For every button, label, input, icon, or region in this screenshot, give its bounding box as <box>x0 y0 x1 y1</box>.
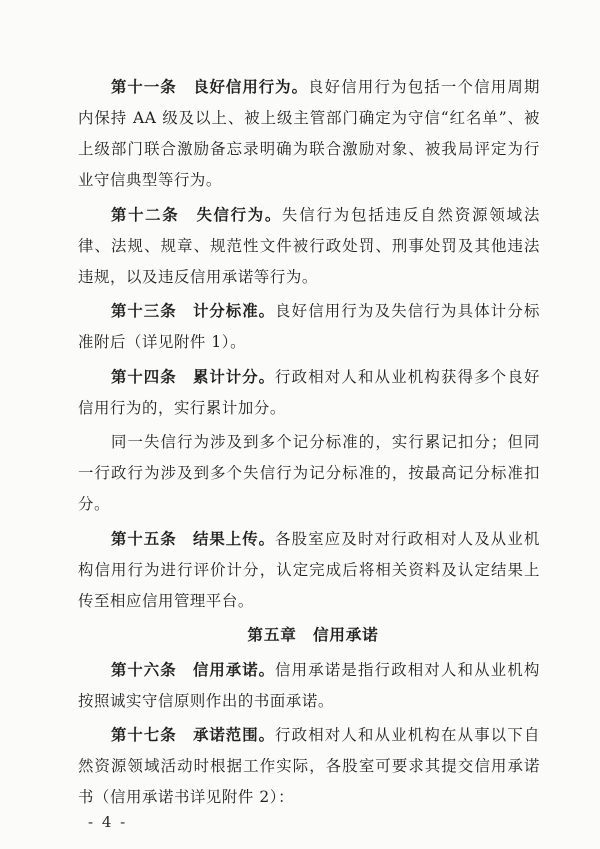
article-15 <box>78 524 540 617</box>
article-title: 第十五条 结果上传。 <box>111 529 275 548</box>
article-text: 信用承诺是指行政相对人和从业机构按照诚实守信原则作出的书面承诺。 <box>78 660 540 710</box>
page-number: - 4 - <box>88 813 128 831</box>
article-text: 良好信用行为及失信行为具体计分标准附后（详见附件 1）。 <box>78 302 540 351</box>
article-11 <box>78 72 540 196</box>
article-title: 第十七条 承诺范围。 <box>111 726 275 744</box>
article-text: 行政相对人和从业机构获得多个良好信用行为的，实行累计加分。 <box>78 367 540 417</box>
article-text: 各股室应及时对行政相对人及从业机构信用行为进行评价计分，认定完成后将相关资料及认定结果上传至相应信用管理平台。 <box>78 529 540 610</box>
document-body <box>78 72 540 817</box>
article-text: 行政相对人和从业机构在从事以下自然资源领域活动时根据工作实际，各股室可要求其提交信用承诺书（信用承诺书详见附件 2）： <box>78 726 540 806</box>
article-text: 失信行为包括违反自然资源领域法律、法规、规章、规范性文件被行政处罚、刑事处罚及其他违法违规，以及违反信用承诺等行为。 <box>78 205 540 286</box>
article-text: 同一失信行为涉及到多个记分标准的，实行累记扣分；但同一行政行为涉及到多个失信行为记分标准的，按最高记分标准扣分。 <box>78 433 540 513</box>
article-17 <box>78 720 540 813</box>
article-14 <box>78 362 540 424</box>
chapter-heading: 第五章 信用承诺 <box>247 626 379 644</box>
article-12 <box>78 200 540 293</box>
article-16 <box>78 655 540 717</box>
article-text: 良好信用行为包括一个信用周期内保持 AA 级及以上、被上级主管部门确定为守信“红名单”、被上级部门联合激励备忘录明确为联合激励对象、被我局评定为行业守信典型等行为。 <box>78 78 540 189</box>
article-13 <box>78 296 540 358</box>
article-title: 第十三条 计分标准。 <box>111 302 275 320</box>
article-title: 第十一条 良好信用行为。 <box>111 78 308 96</box>
article-14-continued <box>78 427 540 520</box>
article-title: 第十六条 信用承诺。 <box>111 660 275 679</box>
article-title: 第十四条 累计计分。 <box>111 367 275 386</box>
article-title: 第十二条 失信行为。 <box>111 205 282 224</box>
